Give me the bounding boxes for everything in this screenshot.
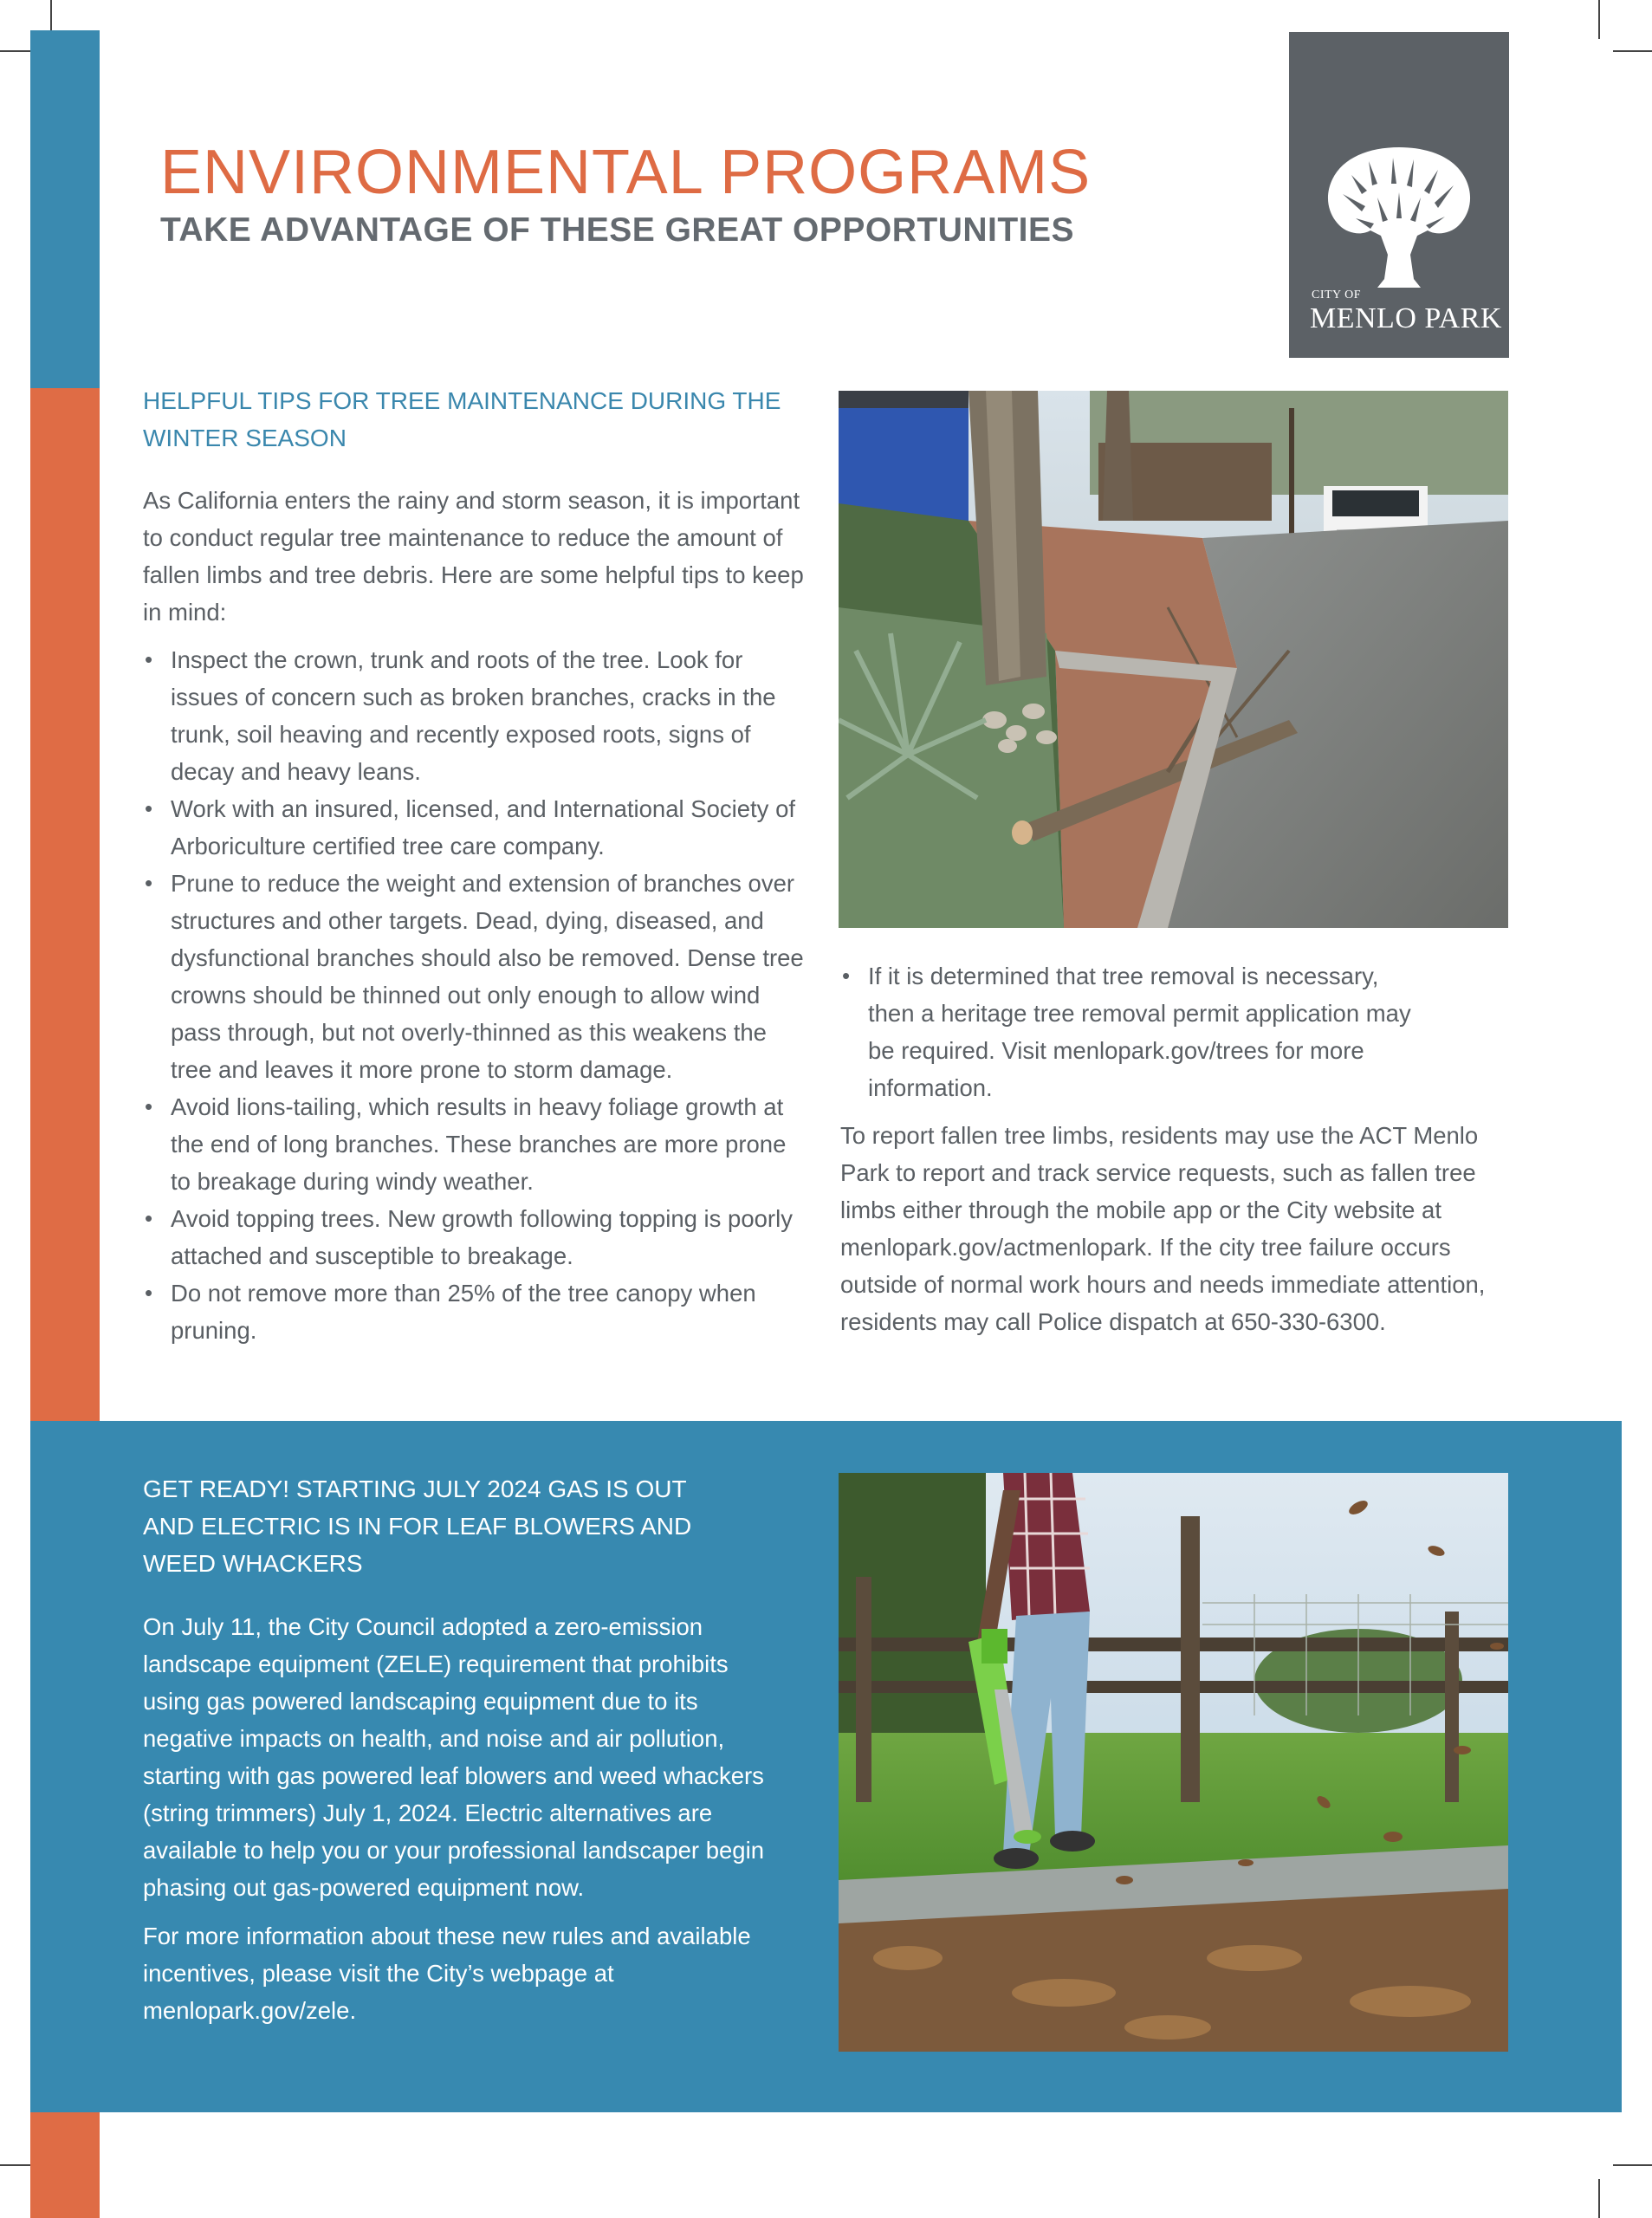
page-title: ENVIRONMENTAL PROGRAMS — [160, 138, 1092, 207]
page-subtitle: TAKE ADVANTAGE OF THESE GREAT OPPORTUNITIES — [160, 211, 1075, 249]
logo-name: MENLO PARK — [1310, 302, 1502, 334]
list-item: • Inspect the crown, trunk and roots of the tree. Look for issues of concern such as broken branches, cracks in the trunk, soil heaving and recently exposed roots, signs of decay and heavy leans. — [143, 641, 810, 790]
crop-mark — [1598, 0, 1600, 39]
tree-heading-line: HELPFUL TIPS FOR TREE MAINTENANCE DURING THE — [143, 387, 781, 414]
tree-tips-list — [143, 641, 810, 1349]
list-item: • If it is determined that tree removal is necessary, then a heritage tree removal permit application may be required. Visit menlopark.gov/trees for more information. — [840, 957, 1499, 1106]
tree-heading-line: WINTER SEASON — [143, 425, 347, 451]
crop-mark — [1613, 2164, 1652, 2166]
leaf-blower-photo — [839, 1473, 1508, 2052]
tree-section-heading — [143, 382, 819, 457]
zele-heading-line: GET READY! STARTING JULY 2024 GAS IS OUT — [143, 1475, 687, 1502]
tree-section-body — [143, 482, 810, 1349]
zele-paragraph-1: On July 11, the City Council adopted a zero-emission landscape equipment (ZELE) requirement that prohibits using gas powered landscaping equipment due to its negative impacts on health, and noise and air pollution, starting with gas powered leaf blowers and weed whackers (string trimmers) July 1, 2024. Electric alternatives are available to help you or your professional landscaper begin phasing out gas-powered equipment now. — [143, 1613, 764, 1901]
menlo-park-logo — [1289, 32, 1509, 358]
oak-tree-icon — [1317, 140, 1481, 292]
list-item: • Do not remove more than 25% of the tree canopy when pruning. — [143, 1274, 810, 1349]
zele-paragraph-2: For more information about these new rules and available incentives, please visit the City’s webpage at menlopark.gov/zele. — [143, 1923, 751, 2024]
list-item: • Prune to reduce the weight and extension of branches over structures and other targets. Dead, dying, diseased, and dysfunctional branches should also be removed. Dense tree crowns should be thinned out only enough to allow wind pass through, but not overly-thinned as this weakens the tree and leaves it more prone to storm damage. — [143, 865, 810, 1088]
list-item: • Work with an insured, licensed, and International Society of Arboriculture certified tree care company. — [143, 790, 810, 865]
zele-heading-line: WEED WHACKERS — [143, 1550, 363, 1577]
side-bar-orange-bottom — [30, 2112, 100, 2218]
report-text: To report fallen tree limbs, residents may use the ACT Menlo Park to report and track service requests, such as fallen tree limbs either through the mobile app or the City website at menlopark.gov/actmenlopark. If the city tree failure occurs outside of normal work hours and needs immediate attention, residents may call Police dispatch at 650-330-6300. — [840, 1122, 1486, 1335]
zele-section-body — [143, 1608, 784, 2029]
side-bar-blue — [30, 30, 100, 388]
zele-heading-line: AND ELECTRIC IS IN FOR LEAF BLOWERS AND — [143, 1513, 692, 1540]
crop-mark — [1613, 50, 1652, 52]
tree-section-right-column — [840, 957, 1499, 1340]
logo-city-of: CITY OF — [1312, 289, 1362, 302]
tree-removal-list — [840, 957, 1499, 1106]
list-item: • Avoid topping trees. New growth following topping is poorly attached and susceptible to breakage. — [143, 1200, 810, 1274]
crop-mark — [1598, 2179, 1600, 2218]
list-item: • Avoid lions-tailing, which results in heavy foliage growth at the end of long branches. These branches are more prone to breakage during windy weather. — [143, 1088, 810, 1200]
fallen-tree-photo — [839, 391, 1508, 928]
side-bar-orange — [30, 388, 100, 1421]
tree-intro: As California enters the rainy and storm season, it is important to conduct regular tree maintenance to reduce the amount of fallen limbs and tree debris. Here are some helpful tips to keep in mind: — [143, 487, 804, 626]
zele-section-heading — [143, 1470, 784, 1582]
